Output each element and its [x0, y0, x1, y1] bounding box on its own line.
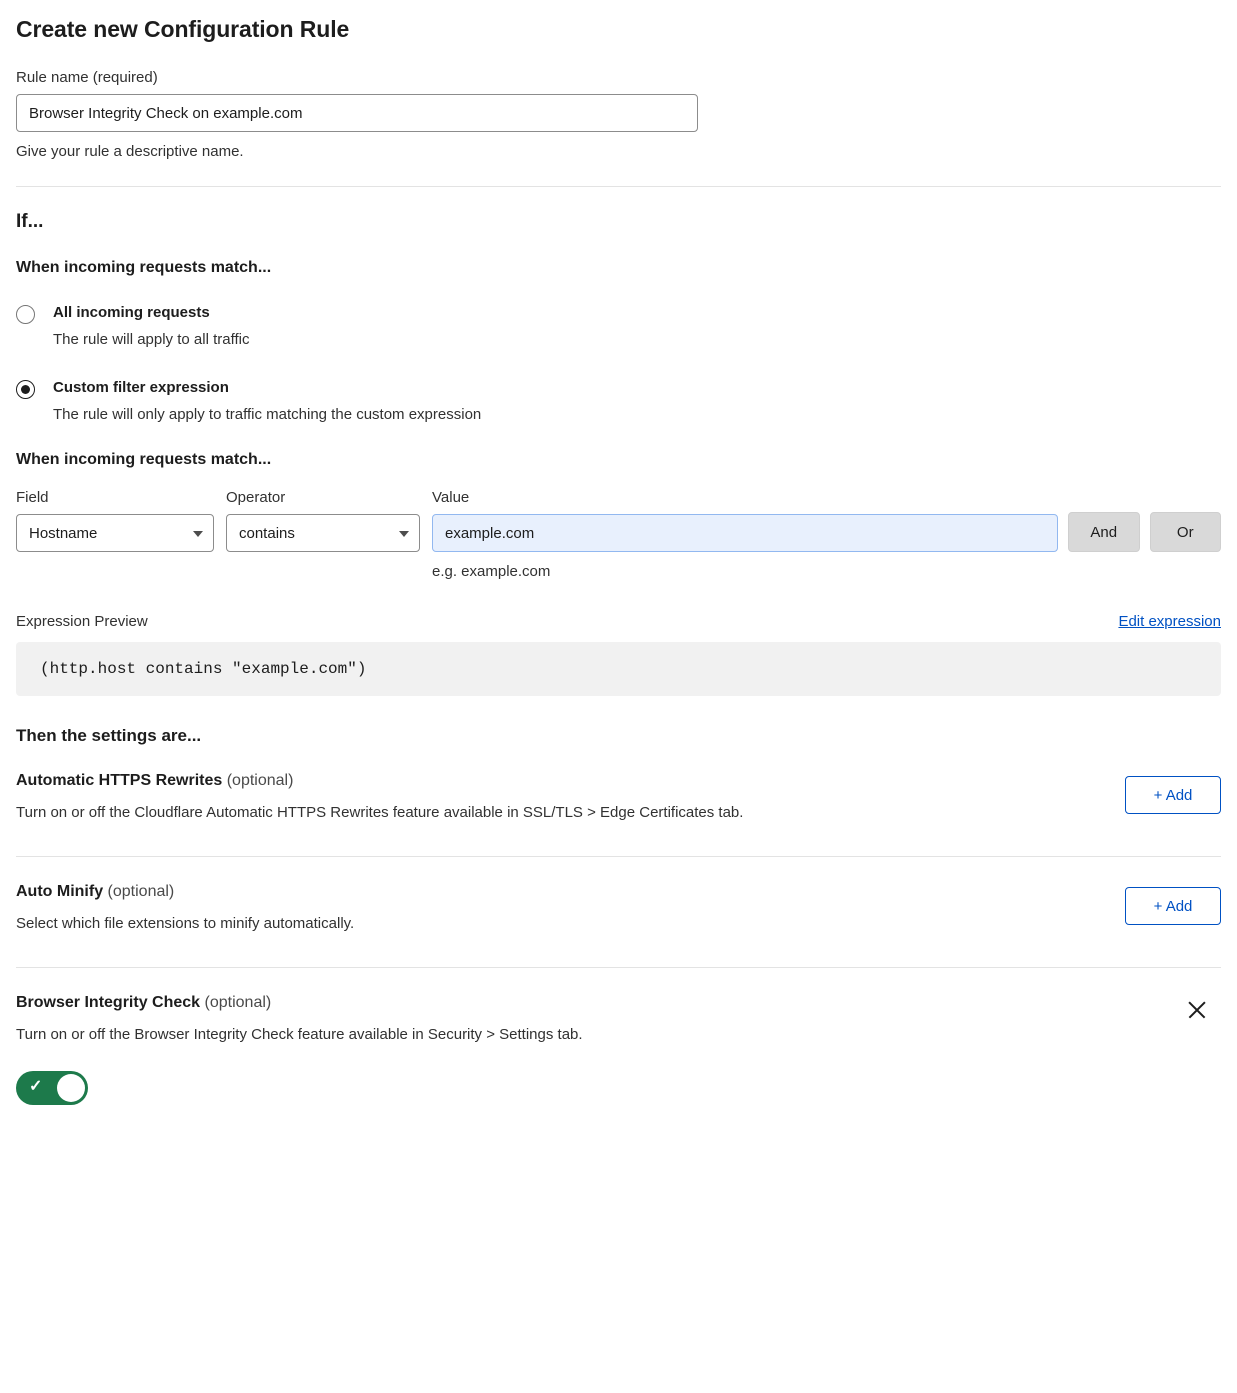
close-icon[interactable] — [1183, 996, 1211, 1024]
operator-label: Operator — [226, 489, 286, 506]
setting-desc-browser-integrity-check: Turn on or off the Browser Integrity Check feature available in Security > Settings tab. — [16, 1026, 583, 1043]
rule-name-label: Rule name (required) — [16, 69, 158, 86]
setting-desc-automatic-https-rewrites: Turn on or off the Cloudflare Automatic HTTPS Rewrites feature available in SSL/TLS > Edge Certificates tab. — [16, 804, 744, 821]
setting-name-row — [16, 994, 583, 1012]
check-icon: ✓ — [29, 1078, 43, 1095]
radio-label-custom-filter-expression: Custom filter expression — [53, 379, 229, 396]
radio-icon-unchecked[interactable] — [16, 305, 35, 324]
expression-preview-text: (http.host contains "example.com") — [16, 642, 1221, 696]
setting-auto-minify — [16, 883, 1221, 934]
field-select[interactable]: Hostname — [16, 514, 214, 552]
value-label: Value — [432, 489, 470, 506]
radio-option-all-incoming-requests[interactable] — [16, 303, 1221, 350]
page-title: Create new Configuration Rule — [16, 16, 350, 42]
radio-label-all-incoming-requests: All incoming requests — [53, 304, 210, 321]
add-button-auto-minify[interactable]: + Add — [1125, 887, 1221, 925]
setting-optional-tag: (optional) — [226, 772, 294, 789]
setting-desc-auto-minify: Select which file extensions to minify automatically. — [16, 915, 355, 932]
then-section-title: Then the settings are... — [16, 726, 202, 745]
setting-name-auto-minify: Auto Minify — [16, 883, 104, 900]
edit-expression-link[interactable]: Edit expression — [1118, 613, 1221, 630]
rule-name-help: Give your rule a descriptive name. — [16, 143, 244, 160]
operator-select-wrap[interactable] — [226, 514, 420, 552]
if-section-title: If... — [16, 211, 44, 232]
setting-browser-integrity-check — [16, 994, 1221, 1105]
divider-setting-2 — [16, 967, 1221, 968]
value-input[interactable] — [432, 514, 1058, 552]
configuration-rule-form — [0, 16, 1237, 1105]
rule-name-input[interactable] — [16, 94, 698, 132]
expression-preview-header — [16, 613, 1221, 630]
browser-integrity-check-toggle[interactable] — [16, 1071, 88, 1105]
and-button[interactable]: And — [1068, 512, 1140, 552]
add-button-automatic-https-rewrites[interactable]: + Add — [1125, 776, 1221, 814]
condition-row — [16, 489, 1221, 580]
setting-name-row — [16, 772, 743, 790]
setting-name-row — [16, 883, 354, 901]
value-help: e.g. example.com — [432, 563, 551, 580]
field-column — [16, 489, 214, 552]
radio-desc-custom-filter-expression: The rule will only apply to traffic matching the custom expression — [53, 406, 482, 423]
operator-select[interactable]: contains — [226, 514, 420, 552]
setting-optional-tag: (optional) — [204, 994, 272, 1011]
radio-option-custom-filter-expression[interactable] — [16, 378, 1221, 425]
operator-column — [226, 489, 420, 552]
setting-name-browser-integrity-check: Browser Integrity Check — [16, 994, 201, 1011]
setting-name-automatic-https-rewrites: Automatic HTTPS Rewrites — [16, 772, 223, 789]
setting-optional-tag: (optional) — [107, 883, 175, 900]
setting-automatic-https-rewrites — [16, 772, 1221, 823]
match-heading: When incoming requests match... — [16, 259, 272, 276]
toggle-knob — [57, 1074, 85, 1102]
radio-icon-checked[interactable] — [16, 380, 35, 399]
divider-top — [16, 186, 1221, 187]
radio-desc-all-incoming-requests: The rule will apply to all traffic — [53, 331, 250, 348]
divider-setting-1 — [16, 856, 1221, 857]
field-select-wrap[interactable] — [16, 514, 214, 552]
expression-preview-label: Expression Preview — [16, 613, 148, 630]
or-button[interactable]: Or — [1150, 512, 1222, 552]
value-column — [432, 489, 1058, 580]
field-label: Field — [16, 489, 49, 506]
condition-heading: When incoming requests match... — [16, 451, 272, 468]
